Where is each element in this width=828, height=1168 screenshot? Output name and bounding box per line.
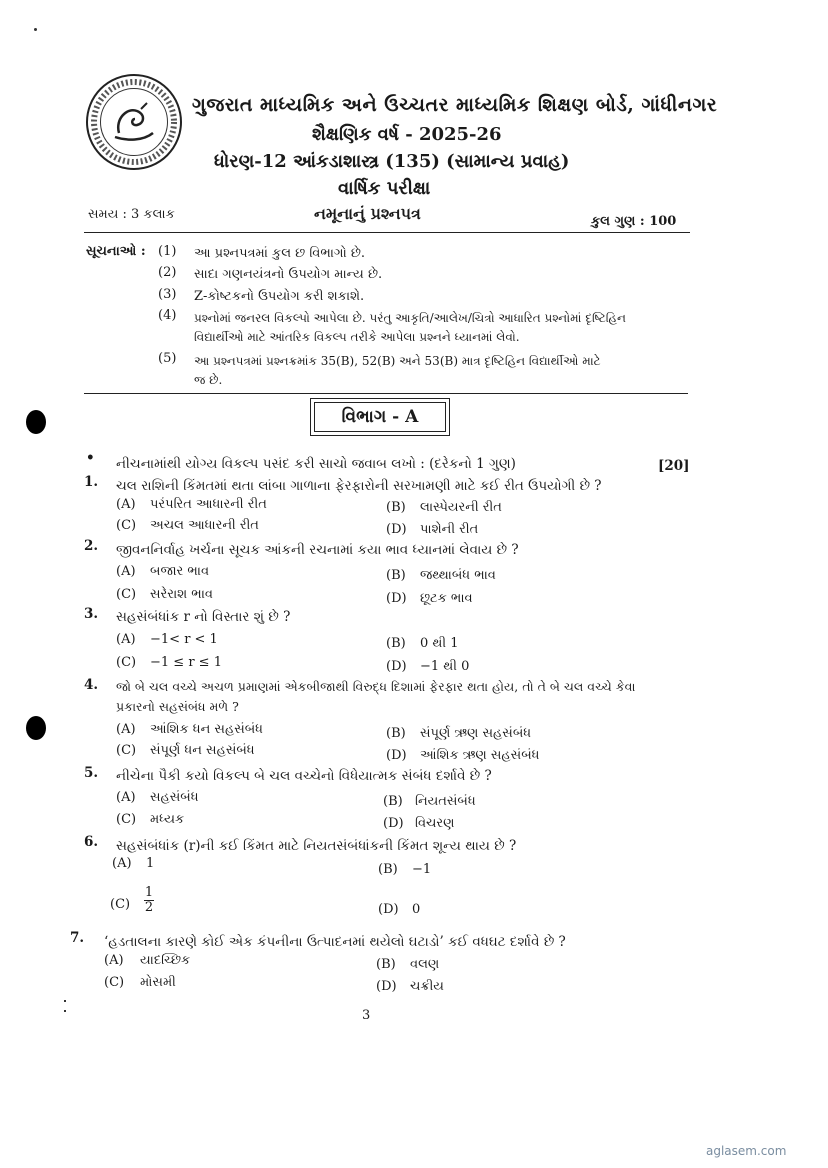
- instruction-text-cont: જ છે.: [194, 373, 223, 387]
- header-divider: [84, 232, 690, 233]
- option-label: (D): [386, 748, 407, 763]
- instruction-text-cont: વિદ્યાર્થીઓ માટે આંતરિક વિકલ્પ તરીકે આપેલા પ્રશ્નને ધ્યાનમાં લેવો.: [194, 330, 520, 344]
- option-label: (D): [383, 816, 404, 831]
- option-text: −1 થી 0: [420, 659, 470, 674]
- option-label: (B): [386, 568, 406, 583]
- option-label: (C): [116, 812, 137, 827]
- question-text: જો બે ચલ વચ્ચે અચળ પ્રમાણમાં એકબીજાથી વિરુદ્ધ દિશામાં ફેરફાર થતા હોય, તો તે બે ચલ વચ્ચે કેવા: [116, 679, 636, 694]
- question-number: 6.: [84, 834, 99, 850]
- option-text: સહસંબંધ: [150, 790, 199, 805]
- option-label: (A): [116, 497, 136, 512]
- option-text: −1 ≤ r ≤ 1: [150, 655, 222, 670]
- option-text: નિયતસંબંધ: [415, 794, 476, 809]
- question-number: 1.: [84, 474, 99, 490]
- instruction-num: (5): [158, 351, 177, 366]
- instructions-divider: [84, 393, 688, 394]
- option-label: (D): [386, 522, 407, 537]
- option-label: (A): [112, 856, 132, 871]
- exam-title: વાર્ષિક પરીક્ષા: [338, 178, 431, 199]
- option-text: ચક્રીય: [410, 979, 444, 994]
- option-label: (A): [104, 953, 124, 968]
- option-label: (C): [104, 975, 125, 990]
- option-text: −1< r < 1: [150, 632, 218, 647]
- instruction-num: (4): [158, 308, 177, 323]
- question-text: સહસંબંધાંક (r)ની કઈ કિંમત માટે નિયતસંબંધાંકની કિંમત શૂન્ય થાય છે ?: [116, 838, 517, 854]
- option-text: વલણ: [410, 957, 440, 972]
- option-text: સરેરાશ ભાવ: [150, 587, 213, 602]
- option-label: (A): [116, 632, 136, 647]
- option-label: (C): [116, 655, 137, 670]
- academic-year: શૈક્ષણિક વર્ષ - 2025-26: [312, 124, 502, 145]
- option-text: આંશિક ધન સહસંબંધ: [150, 722, 263, 737]
- option-text: વિચરણ: [415, 816, 455, 831]
- instructions-heading: સૂચનાઓ :: [86, 244, 146, 259]
- question-text: સહસંબંધાંક r નો વિસ્તાર શું છે ?: [116, 609, 291, 625]
- section-instruction: નીચનામાંથી યોગ્ય વિકલ્પ પસંદ કરી સાચો જવાબ લખો : (દરેકનો 1 ગુણ): [116, 456, 516, 472]
- subject-title: ધોરણ-12 આંકડાશાસ્ત્ર (135) (સામાન્ય પ્રવાહ): [214, 151, 570, 172]
- board-seal-logo: [86, 74, 182, 170]
- instruction-text: સાદા ગણનયંત્રનો ઉપયોગ માન્ય છે.: [194, 267, 383, 282]
- option-label: (B): [386, 726, 406, 741]
- option-label: (D): [378, 902, 399, 917]
- page-number: 3: [362, 1008, 371, 1023]
- option-text: સંપૂર્ણ ઋણ સહસંબંધ: [420, 726, 532, 741]
- seal-text-ring: [88, 76, 180, 168]
- question-number: 4.: [84, 677, 99, 693]
- option-label: (B): [386, 636, 406, 651]
- option-text: 1: [146, 856, 155, 871]
- instruction-text: આ પ્રશ્નપત્રમાં પ્રશ્નક્રમાંક 35(B), 52(B) અને 53(B) માત્ર દૃષ્ટિહિન વિદ્યાર્થીઓ માટે: [194, 354, 601, 368]
- option-text: પાશેની રીત: [420, 522, 479, 537]
- time-allowed: સમય : 3 કલાક: [88, 207, 175, 222]
- section-marks: [20]: [658, 458, 690, 474]
- option-text: સંપૂર્ણ ધન સહસંબંધ: [150, 743, 255, 758]
- instruction-num: (1): [158, 244, 177, 259]
- option-label: (A): [116, 722, 136, 737]
- paper-type: નમૂનાનું પ્રશ્નપત્ર: [314, 204, 421, 223]
- question-text: જીવનનિર્વાહ ખર્ચના સૂચક આંકની રચનામાં કયા ભાવ ધ્યાનમાં લેવાય છે ?: [116, 542, 519, 558]
- question-number: 5.: [84, 765, 99, 781]
- fraction-denominator: 2: [144, 900, 154, 915]
- question-text: ‘હડતાલના કારણે કોઈ એક કંપનીના ઉત્પાદનમાં થયેલો ઘટાડો’ કઈ વધઘટ દર્શાવે છે ?: [104, 934, 566, 950]
- instruction-num: (3): [158, 287, 177, 302]
- instruction-text: પ્રશ્નોમાં જનરલ વિકલ્પો આપેલા છે. પરંતુ આકૃતિ/આલેખ/ચિત્રો આધારિત પ્રશ્નોમાં દૃષ્ટિહિન: [194, 311, 626, 325]
- option-label: (C): [116, 518, 137, 533]
- scan-speck: [34, 28, 37, 31]
- option-label: (D): [386, 591, 407, 606]
- option-label: (B): [386, 500, 406, 515]
- option-text: જથ્થાબંધ ભાવ: [420, 568, 496, 583]
- instruction-num: (2): [158, 265, 177, 280]
- question-number: 7.: [70, 930, 85, 946]
- option-text: યાદચ્છિક: [140, 953, 191, 968]
- option-text: અચલ આધારની રીત: [150, 518, 259, 533]
- fraction-one-half: [144, 886, 154, 915]
- bullet: •: [86, 450, 95, 466]
- option-text: 0 થી 1: [420, 636, 459, 651]
- option-text: છૂટક ભાવ: [420, 591, 473, 606]
- option-text: મોસમી: [140, 975, 176, 990]
- instruction-text: Z-કોષ્ટકનો ઉપયોગ કરી શકાશે.: [194, 289, 365, 304]
- punch-hole-mark: [26, 716, 46, 740]
- option-label: (A): [116, 564, 136, 579]
- question-number: 2.: [84, 538, 99, 554]
- option-label: (B): [376, 957, 396, 972]
- watermark: aglasem.com: [706, 1144, 787, 1158]
- option-text: મધ્યક: [150, 812, 185, 827]
- option-text: −1: [412, 862, 432, 877]
- option-label: (B): [383, 794, 403, 809]
- option-text: લાસ્પેયરની રીત: [420, 500, 502, 515]
- option-label: (C): [116, 587, 137, 602]
- option-text: બજાર ભાવ: [150, 564, 210, 579]
- option-text: પરંપરિત આધારની રીત: [150, 497, 267, 512]
- scan-speck: [64, 1000, 66, 1002]
- option-label: (D): [386, 659, 407, 674]
- question-text: ચલ રાશિની કિંમતમાં થતા લાંબા ગાળાના ફેરફારોની સરખામણી માટે કઈ રીત ઉપયોગી છે ?: [116, 478, 602, 494]
- option-label: (B): [378, 862, 398, 877]
- option-text: 0: [412, 902, 421, 917]
- scan-speck: [64, 1010, 66, 1012]
- option-label: (A): [116, 790, 136, 805]
- board-name: ગુજરાત માધ્યમિક અને ઉચ્ચતર માધ્યમિક શિક્ષણ બોર્ડ, ગાંધીનગર: [192, 94, 718, 116]
- question-text-cont: પ્રકારનો સહસંબંધ મળે ?: [116, 699, 239, 714]
- punch-hole-mark: [26, 410, 46, 434]
- question-text: નીચેના પૈકી કયો વિકલ્પ બે ચલ વચ્ચેનો વિધેયાત્મક સંબંધ દર્શાવે છે ?: [116, 768, 492, 784]
- fraction-numerator: 1: [144, 885, 154, 900]
- option-label: (C): [110, 897, 131, 912]
- option-label: (D): [376, 979, 397, 994]
- section-heading: વિભાગ - A: [314, 402, 446, 432]
- instruction-text: આ પ્રશ્નપત્રમાં કુલ છ વિભાગો છે.: [194, 246, 366, 261]
- total-marks: કુલ ગુણ : 100: [591, 214, 677, 229]
- option-text: આંશિક ઋણ સહસંબંધ: [420, 748, 540, 763]
- question-number: 3.: [84, 606, 99, 622]
- option-label: (C): [116, 743, 137, 758]
